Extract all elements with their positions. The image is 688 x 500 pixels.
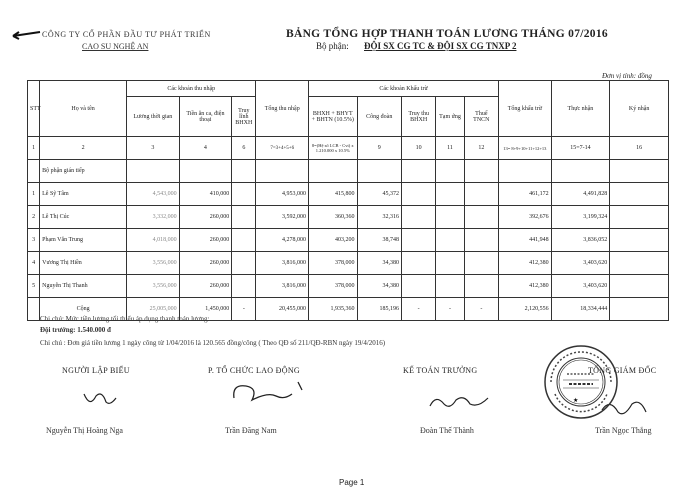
row-meal: 260,000	[179, 252, 232, 275]
row-meal: 260,000	[179, 229, 232, 252]
row-total-income: 4,278,000	[256, 229, 309, 252]
row-insurance: 360,360	[309, 206, 358, 229]
department-label: Bộ phận:	[316, 41, 349, 51]
signature-title-accountant: KẾ TOÁN TRƯỞNG	[403, 366, 478, 375]
row-total-deduction: 441,948	[499, 229, 552, 252]
signer-name-accountant: Đoàn Thế Thành	[420, 426, 474, 435]
arrow-mark-icon	[10, 29, 42, 41]
payroll-table	[27, 80, 669, 321]
table-row	[28, 183, 669, 206]
total-insurance: 1,935,360	[309, 298, 358, 321]
row-net-pay: 3,403,620	[551, 252, 610, 275]
table-row	[28, 229, 669, 252]
row-tax	[464, 206, 498, 229]
row-union: 38,748	[357, 229, 401, 252]
page-footer: Page 1	[339, 478, 365, 487]
row-stt: 2	[28, 206, 40, 229]
row-salary: 4,018,000	[127, 229, 180, 252]
index-cell: 6	[232, 137, 256, 160]
row-salary: 3,556,000	[127, 252, 180, 275]
table-row	[28, 252, 669, 275]
col-tax: Thuế TNCN	[464, 97, 498, 137]
handwritten-signature-preparer	[80, 388, 120, 410]
row-tax	[464, 275, 498, 298]
index-cell: 1	[28, 137, 40, 160]
table-row	[28, 206, 669, 229]
total-union: 185,196	[357, 298, 401, 321]
row-total-income: 4,953,000	[256, 183, 309, 206]
row-salary: 3,332,000	[127, 206, 180, 229]
index-cell: 10	[401, 137, 435, 160]
note-daily-rate: Chi chú : Đơn giá tiền lương 1 ngày công từ 1/04/2016 là 120.565 đồng/công ( Theo QĐ số 211/QĐ-RBN ngày 19/4/2016)	[40, 339, 386, 347]
svg-text:★: ★	[573, 398, 579, 404]
row-insurance: 378,000	[309, 252, 358, 275]
total-net-pay: 18,334,444	[551, 298, 610, 321]
col-union: Công đoàn	[357, 97, 401, 137]
note-team-leader: Đội trưởng: 1.540.000 đ	[40, 326, 111, 334]
row-net-pay: 3,403,620	[551, 275, 610, 298]
col-total-income: Tổng thu nhập	[256, 81, 309, 137]
row-back-pay	[232, 206, 256, 229]
signer-name-preparer: Nguyễn Thị Hoàng Nga	[46, 426, 123, 435]
row-arrears	[401, 206, 435, 229]
row-union: 45,372	[357, 183, 401, 206]
document-title: BẢNG TỔNG HỢP THANH TOÁN LƯƠNG THÁNG 07/2016	[286, 28, 608, 40]
row-total-deduction: 461,172	[499, 183, 552, 206]
col-meal: Tiền ăn ca, điện thoại	[179, 97, 232, 137]
total-label: Cộng	[40, 298, 127, 321]
row-salary: 3,556,000	[127, 275, 180, 298]
company-name: CÔNG TY CỔ PHẦN ĐẦU TƯ PHÁT TRIỂN	[42, 30, 211, 39]
section-row	[28, 160, 669, 183]
department-name: ĐỘI SX CG TC & ĐỘI SX CG TNXP 2	[364, 41, 517, 51]
company-seal-icon	[543, 344, 619, 420]
index-cell: 16	[610, 137, 669, 160]
row-stt: 4	[28, 252, 40, 275]
income-group-header: Các khoản thu nhập	[127, 81, 256, 97]
index-cell: 8=(Hệ số LCB - Cvt) x 1.210.000 x 10.5%	[309, 137, 358, 160]
row-advance	[436, 229, 464, 252]
index-cell: 4	[179, 137, 232, 160]
total-meal: 1,450,000	[179, 298, 232, 321]
row-advance	[436, 275, 464, 298]
index-cell: 7=3+4+5+6	[256, 137, 309, 160]
row-signature	[610, 183, 669, 206]
row-back-pay	[232, 229, 256, 252]
row-name: Phạm Văn Trung	[40, 229, 127, 252]
handwritten-signature-labor	[228, 378, 308, 408]
row-advance	[436, 183, 464, 206]
row-signature	[610, 252, 669, 275]
total-deduction: 2,120,556	[499, 298, 552, 321]
row-total-income: 3,816,000	[256, 252, 309, 275]
row-meal: 260,000	[179, 206, 232, 229]
total-advance: -	[436, 298, 464, 321]
signature-title-director: TỔNG GIÁM ĐỐC	[588, 366, 657, 375]
signer-name-labor: Trần Đăng Nam	[225, 426, 277, 435]
index-cell: 9	[357, 137, 401, 160]
col-arrears: Truy thu BHXH	[401, 97, 435, 137]
col-salary: Lương thời gian	[127, 97, 180, 137]
row-meal: 410,000	[179, 183, 232, 206]
col-signature: Ký nhận	[610, 81, 669, 137]
row-name: Vương Thị Hiền	[40, 252, 127, 275]
total-back-pay: -	[232, 298, 256, 321]
row-stt: 3	[28, 229, 40, 252]
total-arrears: -	[401, 298, 435, 321]
col-advance: Tạm ứng	[436, 97, 464, 137]
row-name: Nguyễn Thị Thanh	[40, 275, 127, 298]
total-tax: -	[464, 298, 498, 321]
row-total-income: 3,592,000	[256, 206, 309, 229]
row-signature	[610, 275, 669, 298]
row-signature	[610, 206, 669, 229]
row-advance	[436, 206, 464, 229]
row-net-pay: 3,199,324	[551, 206, 610, 229]
row-arrears	[401, 229, 435, 252]
index-cell: 15=7-14	[551, 137, 610, 160]
row-arrears	[401, 275, 435, 298]
signature-title-labor: P. TỔ CHỨC LAO ĐỘNG	[208, 366, 300, 375]
col-net-pay: Thực nhận	[551, 81, 610, 137]
row-insurance: 415,800	[309, 183, 358, 206]
row-tax	[464, 229, 498, 252]
row-arrears	[401, 252, 435, 275]
row-tax	[464, 183, 498, 206]
row-insurance: 403,200	[309, 229, 358, 252]
signature-title-preparer: NGƯỜI LẬP BIỂU	[62, 366, 130, 375]
row-stt: 1	[28, 183, 40, 206]
index-cell: 12	[464, 137, 498, 160]
company-name-line2: CAO SU NGHỆ AN	[82, 42, 149, 51]
index-cell: 2	[40, 137, 127, 160]
row-back-pay	[232, 252, 256, 275]
index-cell: 11	[436, 137, 464, 160]
col-stt: STT	[28, 81, 40, 137]
row-total-deduction: 412,380	[499, 252, 552, 275]
row-back-pay	[232, 183, 256, 206]
row-arrears	[401, 183, 435, 206]
row-union: 34,380	[357, 252, 401, 275]
index-cell: 13= 8+9+10+11+12+13	[499, 137, 552, 160]
col-name: Họ và tên	[40, 81, 127, 137]
row-union: 32,316	[357, 206, 401, 229]
row-net-pay: 3,836,052	[551, 229, 610, 252]
row-total-deduction: 392,676	[499, 206, 552, 229]
row-name: Lê Thị Cúc	[40, 206, 127, 229]
row-name: Lê Sỹ Tâm	[40, 183, 127, 206]
note-min-wage: Chi chú: Mức tiền lương tối thiểu áp dụng thanh toán lương:	[40, 315, 210, 323]
row-net-pay: 4,491,828	[551, 183, 610, 206]
header-row	[28, 81, 669, 97]
unit-label: Đơn vị tính: đồng	[602, 72, 652, 80]
total-income: 20,455,000	[256, 298, 309, 321]
row-back-pay	[232, 275, 256, 298]
handwritten-signature-accountant	[426, 390, 496, 412]
row-meal: 260,000	[179, 275, 232, 298]
total-salary: 25,005,000	[127, 298, 180, 321]
row-union: 34,380	[357, 275, 401, 298]
row-salary: 4,543,000	[127, 183, 180, 206]
deduction-group-header: Các khoản Khấu trừ	[309, 81, 499, 97]
row-insurance: 378,000	[309, 275, 358, 298]
index-cell: 3	[127, 137, 180, 160]
col-total-deduction: Tổng khấu trừ	[499, 81, 552, 137]
col-back-pay: Truy lĩnh BHXH	[232, 97, 256, 137]
row-total-deduction: 412,380	[499, 275, 552, 298]
section-label: Bộ phận gián tiếp	[40, 160, 127, 183]
table-row	[28, 275, 669, 298]
signer-name-director: Trần Ngọc Thắng	[595, 426, 652, 435]
col-insurance: BHXH + BHYT + BHTN (10.5%)	[309, 97, 358, 137]
row-signature	[610, 229, 669, 252]
row-tax	[464, 252, 498, 275]
row-stt: 5	[28, 275, 40, 298]
index-row	[28, 137, 669, 160]
row-advance	[436, 252, 464, 275]
row-total-income: 3,816,000	[256, 275, 309, 298]
